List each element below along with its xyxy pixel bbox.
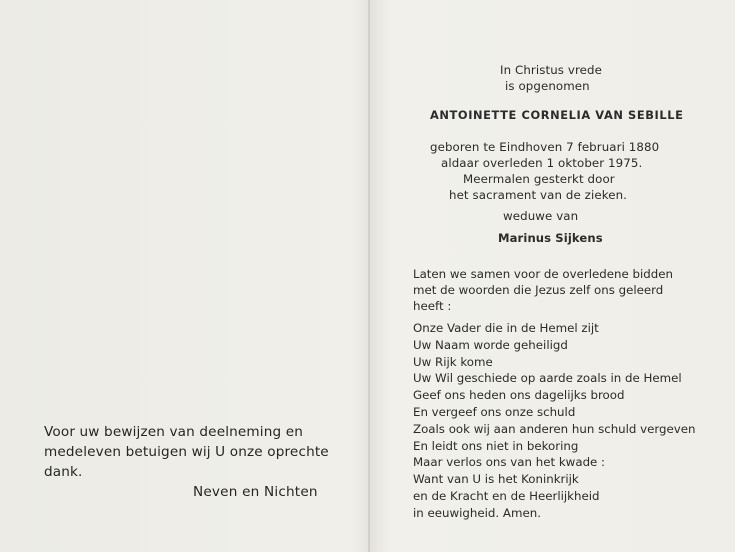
prayer-line: en de Kracht en de Heerlijkheid [413,488,600,503]
deceased-name: ANTOINETTE CORNELIA VAN SEBILLE [430,108,684,122]
detail-line: geboren te Eindhoven 7 februari 1880 [430,140,660,154]
prayer-intro-line: heeft : [413,299,452,313]
detail-line: het sacrament van de zieken. [449,188,628,202]
prayer-intro-line: met de woorden die Jezus zelf ons geleerd [413,283,664,297]
thanks-line: Voor uw bewijzen van deelneming en [44,424,304,440]
prayer-line: Geef ons heden ons dagelijks brood [413,388,625,403]
detail-line: aldaar overleden 1 oktober 1975. [441,156,643,170]
header-line: is opgenomen [505,79,590,93]
thanks-line: medeleven betuigen wij U onze oprechte [44,444,329,460]
thanks-line: dank. [44,464,83,480]
prayer-line: En vergeef ons onze schuld [413,404,576,419]
prayer-line: Onze Vader die in de Hemel zijt [413,321,599,335]
header-line: In Christus vrede [500,63,602,77]
prayer-text [413,320,723,522]
widow-of: weduwe van [503,209,579,223]
prayer-line: Uw Wil geschiede op aarde zoals in de Hemel [413,371,682,386]
prayer-line: Want van U is het Koninkrijk [413,472,579,487]
right-panel [370,0,735,552]
prayer-line: Zoals ook wij aan anderen hun schuld vergeven [413,421,696,436]
prayer-line: Maar verlos ons van het kwade : [413,455,606,470]
detail-line: Meermalen gesterkt door [463,172,615,186]
prayer-line: in eeuwigheid. Amen. [413,505,541,520]
thanks-text [44,422,334,482]
prayer-intro [413,266,723,314]
prayer-line: En leidt ons niet in bekoring [413,438,579,453]
husband-name: Marinus Sijkens [498,231,603,245]
prayer-intro-line: Laten we samen voor de overledene bidden [413,267,673,281]
signature: Neven en Nichten [193,484,318,500]
prayer-line: Uw Naam worde geheiligd [413,337,568,352]
prayer-line: Uw Rijk kome [413,354,493,369]
